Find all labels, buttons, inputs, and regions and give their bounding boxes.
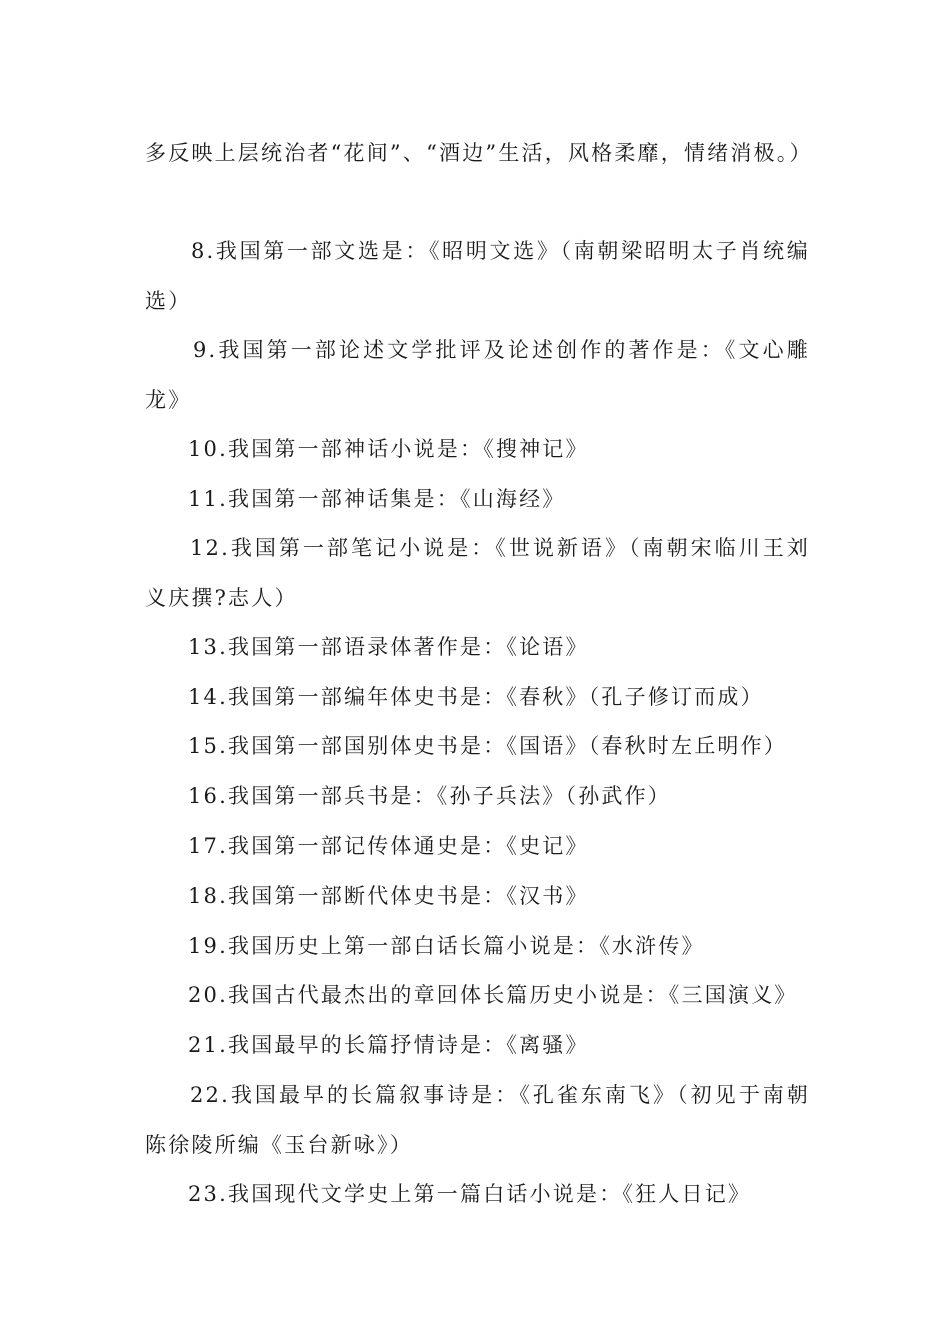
- paragraph-item-23: 23.我国现代文学史上第一篇白话小说是：《狂人日记》: [188, 1182, 752, 1206]
- paragraph-item-18: 18.我国第一部断代体史书是：《汉书》: [188, 884, 589, 908]
- paragraph-continuation: 多反映上层统治者“花间”、“酒边”生活，风格柔靡，情绪消极。）: [145, 141, 813, 165]
- paragraph-item-12: 12.我国第一部笔记小说是：《世说新语》（南朝宋临川王刘义庆撰?志人）: [145, 536, 810, 610]
- paragraph-item-15: 15.我国第一部国别体史书是：《国语》（春秋时左丘明作）: [188, 734, 787, 758]
- paragraph-item-16: 16.我国第一部兵书是：《孙子兵法》（孙武作）: [188, 784, 671, 808]
- paragraph-item-8: 8.我国第一部文选是：《昭明文选》（南朝梁昭明太子肖统编选）: [145, 239, 810, 313]
- paragraph-item-22: 22.我国最早的长篇叙事诗是：《孔雀东南飞》（初见于南朝陈徐陵所编《玉台新咏》）: [145, 1083, 810, 1157]
- paragraph-item-13: 13.我国第一部语录体著作是：《论语》: [188, 635, 589, 659]
- paragraph-item-17: 17.我国第一部记传体通史是：《史记》: [188, 834, 589, 858]
- paragraph-item-11: 11.我国第一部神话集是：《山海经》: [188, 487, 566, 511]
- paragraph-item-9: 9.我国第一部论述文学批评及论述创作的著作是：《文心雕龙》: [145, 338, 810, 412]
- paragraph-item-19: 19.我国历史上第一部白话长篇小说是：《水浒传》: [188, 934, 705, 958]
- paragraph-item-20: 20.我国古代最杰出的章回体长篇历史小说是：《三国演义》: [188, 983, 798, 1007]
- paragraph-item-14: 14.我国第一部编年体史书是：《春秋》（孔子修订而成）: [188, 685, 764, 709]
- paragraph-item-10: 10.我国第一部神话小说是：《搜神记》: [188, 437, 589, 461]
- paragraph-item-21: 21.我国最早的长篇抒情诗是：《离骚》: [188, 1033, 589, 1057]
